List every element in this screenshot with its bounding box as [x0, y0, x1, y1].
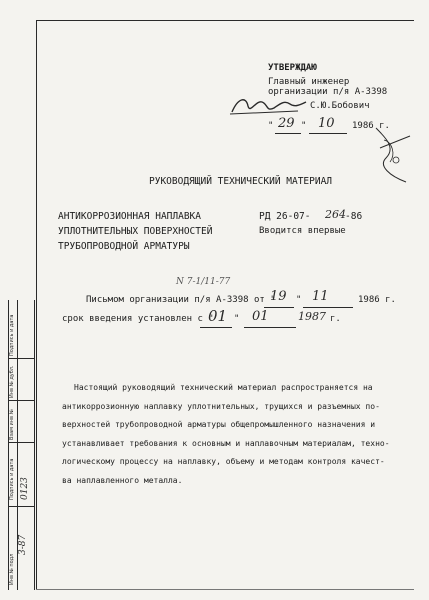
body-paragraph [62, 379, 412, 490]
side-stamp-divider-4 [8, 506, 35, 507]
side-hand-number: 0123 [20, 477, 30, 500]
approval-heading: УТВЕРЖДАЮ [268, 63, 317, 73]
frame-bottom-line [36, 589, 414, 590]
document-title-line-3: ТРУБОПРОВОДНОЙ АРМАТУРЫ [58, 241, 190, 252]
letter-line2-month-underline [244, 327, 296, 328]
body-line-4: устанавливает требования к основным и наплавочным материалам, техно- [62, 438, 390, 448]
side-stamp-right-line [34, 300, 35, 590]
document-title-line-1: АНТИКОРРОЗИОННАЯ НАПЛАВКА [58, 211, 201, 222]
letter-line1-day: 19 [270, 289, 287, 304]
letter-line2-mid: " [234, 314, 240, 324]
approval-date-quote-close: " [301, 121, 307, 131]
letter-line1-year: 1986 г. [358, 295, 396, 305]
document-code-hand: 264 [325, 208, 346, 221]
document-code-prefix: РД 26-07- [259, 211, 311, 222]
side-stamp-divider-2 [8, 400, 35, 401]
seal-icon [366, 118, 416, 188]
side-hand-date: 3-87 [18, 534, 28, 555]
side-label-signature-date-2: Подпись и дата [9, 458, 15, 500]
side-label-dupl-inv: Инв № дубл. [9, 365, 15, 398]
approval-organization: организации п/я А-3398 [268, 87, 388, 97]
letter-line1-day-underline [264, 307, 294, 308]
body-line-6: ва наплавленного металла. [62, 475, 183, 485]
side-label-orig-inv: Инв № подл [9, 553, 15, 585]
document-introduced: Вводится впервые [259, 226, 346, 236]
letter-line2-day-underline [200, 327, 232, 328]
side-label-signature-date-1: Подпись и дата [9, 314, 15, 356]
letter-line2-day: 01 [208, 307, 228, 325]
approval-position: Главный инженер [268, 77, 350, 87]
signature-icon [228, 92, 318, 118]
side-stamp-divider-1 [8, 358, 35, 359]
letter-line1-month-underline [303, 307, 353, 308]
document-code-suffix: -86 [345, 211, 363, 222]
document-type: РУКОВОДЯЩИЙ ТЕХНИЧЕСКИЙ МАТЕРИАЛ [149, 176, 333, 187]
letter-line1-mid: " [296, 295, 302, 305]
frame-top-line [36, 20, 414, 21]
approval-date-quote-open: " [268, 121, 274, 131]
document-title-line-2: УПЛОТНИТЕЛЬНЫХ ПОВЕРХНОСТЕЙ [58, 226, 213, 237]
body-line-3: верхностей трубопроводной арматуры общепромышленного назначения и [62, 420, 376, 429]
letter-line2-year-hand: 1987 [298, 310, 326, 323]
approval-date-month-underline [309, 133, 347, 134]
letter-line2-prefix: срок введения установлен с " [62, 314, 214, 324]
approval-date-day-underline [275, 133, 301, 134]
letter-line2-year-suffix: г. [330, 314, 341, 324]
body-line-5: логическому процессу на наплавку, объему и методам контроля качест- [62, 457, 385, 466]
letter-line2-month: 01 [252, 309, 269, 324]
letter-line1-prefix: Письмом организации п/я А-3398 от " [86, 295, 276, 305]
frame-left-line [36, 20, 37, 590]
side-label-replace-inv: Взам инв № [9, 409, 15, 440]
approval-date-day: 29 [278, 116, 295, 131]
letter-reference-hand: N 7-1/11-77 [176, 277, 231, 287]
letter-line1-month: 11 [312, 289, 329, 304]
body-line-2: антикоррозионную наплавку уплотнительных, трущихся и разъемных по- [62, 401, 380, 411]
side-stamp [8, 300, 34, 590]
side-stamp-divider-3 [8, 442, 35, 443]
body-line-1: Настоящий руководящий технический материал распространяется на [74, 383, 373, 392]
approval-name: С.Ю.Бобович [310, 101, 370, 111]
approval-date-month: 10 [318, 116, 335, 131]
approval-date-year: 1986 г. [352, 121, 390, 131]
